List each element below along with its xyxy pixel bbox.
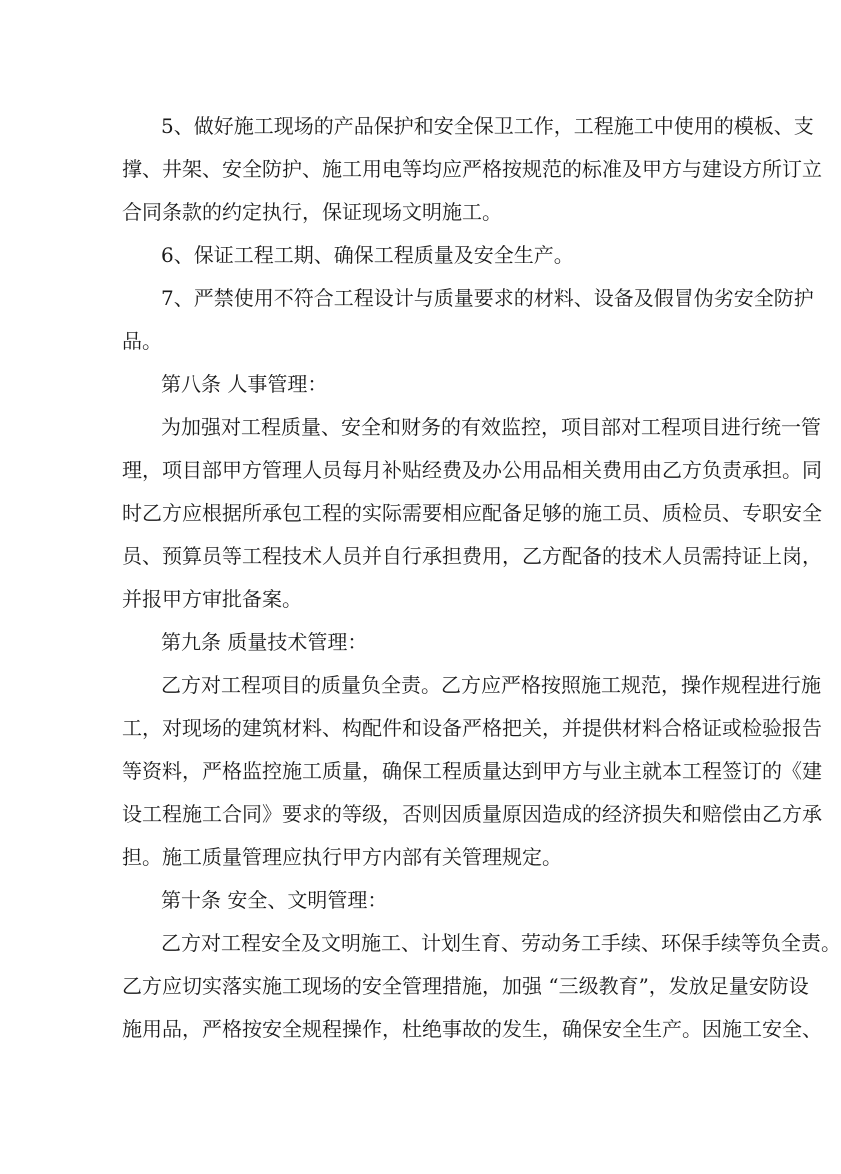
paragraph	[122, 105, 822, 234]
text-line: 合同条款的约定执行，保证现场文明施工。	[122, 200, 502, 224]
text-line: 时乙方应根据所承包工程的实际需要相应配备足够的施工员、质检员、专职安全	[122, 501, 822, 525]
text-line: 乙方对工程安全及文明施工、计划生育、劳动务工手续、环保手续等负全责。	[161, 931, 841, 955]
paragraph	[122, 234, 706, 277]
text-line: 6、保证工程工期、确保工程质量及安全生产。	[161, 243, 574, 267]
text-line: 理，项目部甲方管理人员每月补贴经费及办公用品相关费用由乙方负责承担。同	[122, 458, 822, 482]
text-line: 工，对现场的建筑材料、构配件和设备严格把关，并提供材料合格证或检验报告	[122, 716, 822, 740]
text-line: 担。施工质量管理应执行甲方内部有关管理规定。	[122, 845, 562, 869]
text-line: 施用品，严格按安全规程操作，杜绝事故的发生，确保安全生产。因施工安全、	[122, 1017, 822, 1041]
text-line: 等资料，严格监控施工质量，确保工程质量达到甲方与业主就本工程签订的《建	[122, 759, 822, 783]
text-line: 第九条 质量技术管理：	[161, 630, 368, 654]
text-line: 品。	[122, 329, 162, 353]
text-line: 撑、井架、安全防护、施工用电等均应严格按规范的标准及甲方与建设方所订立	[122, 157, 822, 181]
paragraph	[122, 406, 822, 621]
text-line: 设工程施工合同》要求的等级，否则因质量原因造成的经济损失和赔偿由乙方承	[122, 802, 822, 826]
paragraph	[122, 879, 706, 922]
text-line: 员、预算员等工程技术人员并自行承担费用，乙方配备的技术人员需持证上岗，	[122, 544, 822, 568]
document-page	[122, 105, 841, 1051]
text-line: 5、做好施工现场的产品保护和安全保卫工作，工程施工中使用的模板、支	[161, 114, 814, 138]
text-line: 为加强对工程质量、安全和财务的有效监控，项目部对工程项目进行统一管	[161, 415, 821, 439]
paragraph	[122, 922, 841, 1051]
paragraph	[122, 363, 706, 406]
paragraph	[122, 621, 706, 664]
text-line: 并报甲方审批备案。	[122, 587, 302, 611]
paragraph	[122, 277, 814, 363]
text-line: 7、严禁使用不符合工程设计与质量要求的材料、设备及假冒伪劣安全防护	[161, 286, 814, 310]
text-line: 第十条 安全、文明管理：	[161, 888, 388, 912]
text-line: 乙方对工程项目的质量负全责。乙方应严格按照施工规范，操作规程进行施	[161, 673, 821, 697]
text-line: 第八条 人事管理：	[161, 372, 328, 396]
text-line: 乙方应切实落实施工现场的安全管理措施，加强 “三级教育”，发放足量安防设	[122, 974, 809, 998]
paragraph	[122, 664, 822, 879]
